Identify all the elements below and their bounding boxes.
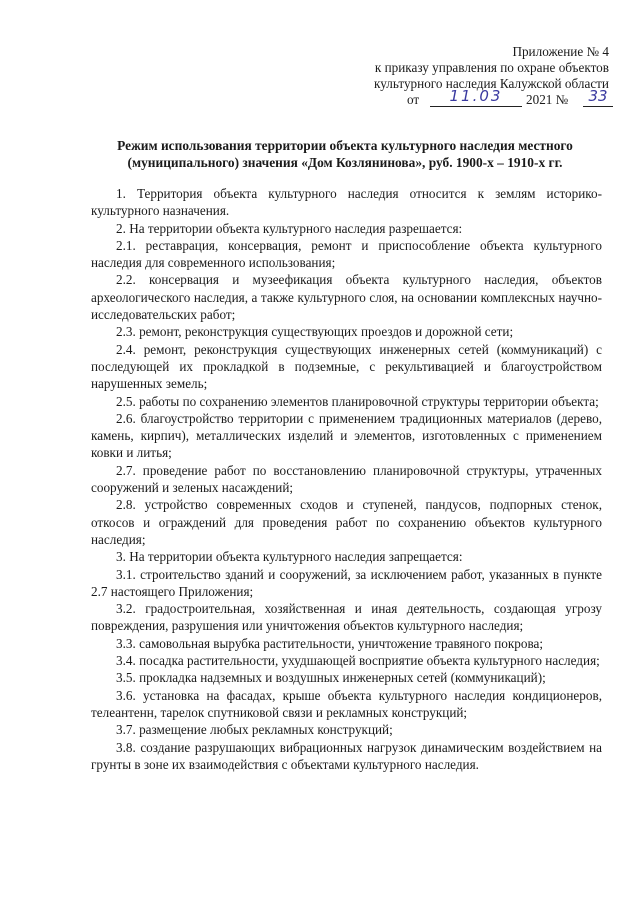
appendix-header xyxy=(329,44,609,110)
paragraph: 3.6. установка на фасадах, крыше объекта культурного наследия кондиционеров, телеантенн, тарелок спутниковой связи и рекламных конструкций; xyxy=(91,687,602,720)
title-line-1: Режим использования территории объекта культурного наследия местного xyxy=(117,138,573,153)
order-date-line xyxy=(329,87,609,110)
paragraph: 3. На территории объекта культурного наследия запрещается: xyxy=(116,549,463,565)
appendix-number: Приложение № 4 xyxy=(512,44,609,59)
paragraph: 2.3. ремонт, реконструкция существующих проездов и дорожной сети; xyxy=(116,324,514,340)
handwritten-order-number: 33 xyxy=(583,88,613,107)
paragraph: 2.1. реставрация, консервация, ремонт и приспособление объекта культурного наследия для современного использования; xyxy=(91,237,602,271)
document-body xyxy=(91,185,602,773)
paragraph: 3.1. строительство зданий и сооружений, за исключением работ, указанных в пункте 2.7 настоящего Приложения; xyxy=(91,566,602,599)
date-prefix: от xyxy=(407,92,420,107)
order-year-label: 2021 № xyxy=(526,92,569,107)
document-title xyxy=(95,137,595,171)
paragraph: 3.4. посадка растительности, ухудшающей восприятие объекта культурного наследия; xyxy=(116,653,600,669)
order-reference: к приказу управления по охране объектов xyxy=(374,60,609,75)
paragraph: 2.7. проведение работ по восстановлению планировочной структуры, утраченных сооружений и зеленых насаждений; xyxy=(91,462,602,496)
paragraph: 3.3. самовольная вырубка растительности, уничтожение травяного покрова; xyxy=(116,635,544,651)
paragraph: 3.5. прокладка надземных и воздушных инженерных сетей (коммуникаций); xyxy=(116,670,546,686)
paragraph: 3.8. создание разрушающих вибрационных нагрузок динамическим воздействием на грунты в зоне их взаимодействия с объектами культурного наследия. xyxy=(91,739,602,772)
paragraph: 3.7. размещение любых рекламных конструкций; xyxy=(116,722,393,738)
handwritten-date: 11.03 xyxy=(430,88,522,107)
title-line-2: (муниципального) значения «Дом Козлянинова», руб. 1900-х – 1910-х гг. xyxy=(127,155,563,170)
paragraph: 2.8. устройство современных сходов и ступеней, пандусов, подпорных стенок, откосов и ограждений для проведения работ по сохранению объектов культурного наследия; xyxy=(91,497,602,547)
paragraph: 2.5. работы по сохранению элементов планировочной структуры территории объекта; xyxy=(116,393,599,409)
paragraph: 2.2. консервация и музеефикация объекта культурного наследия, объектов археологического наследия, а также культурного слоя, на основании комплексных научно-исследовательских работ; xyxy=(91,272,602,323)
order-authority: культурного наследия Калужской области xyxy=(374,76,609,91)
paragraph: 3.2. градостроительная, хозяйственная и иная деятельность, создающая угрозу повреждения, разрушения или уничтожения объектов культурного наследия; xyxy=(91,601,602,634)
paragraph: 2. На территории объекта культурного наследия разрешается: xyxy=(116,220,463,236)
paragraph: 2.6. благоустройство территории с применением традиционных материалов (дерево, камень, кирпич), металлических изделий и элементов, изготовленных с применением ковки и литья; xyxy=(91,410,602,461)
paragraph: 1. Территория объекта культурного наследия относится к землям историко-культурного назначения. xyxy=(91,186,602,219)
paragraph: 2.4. ремонт, реконструкция существующих инженерных сетей (коммуникаций) с последующей их прокладкой в подземные, с рекультивацией и благоустройством нарушенных земель; xyxy=(91,341,602,392)
